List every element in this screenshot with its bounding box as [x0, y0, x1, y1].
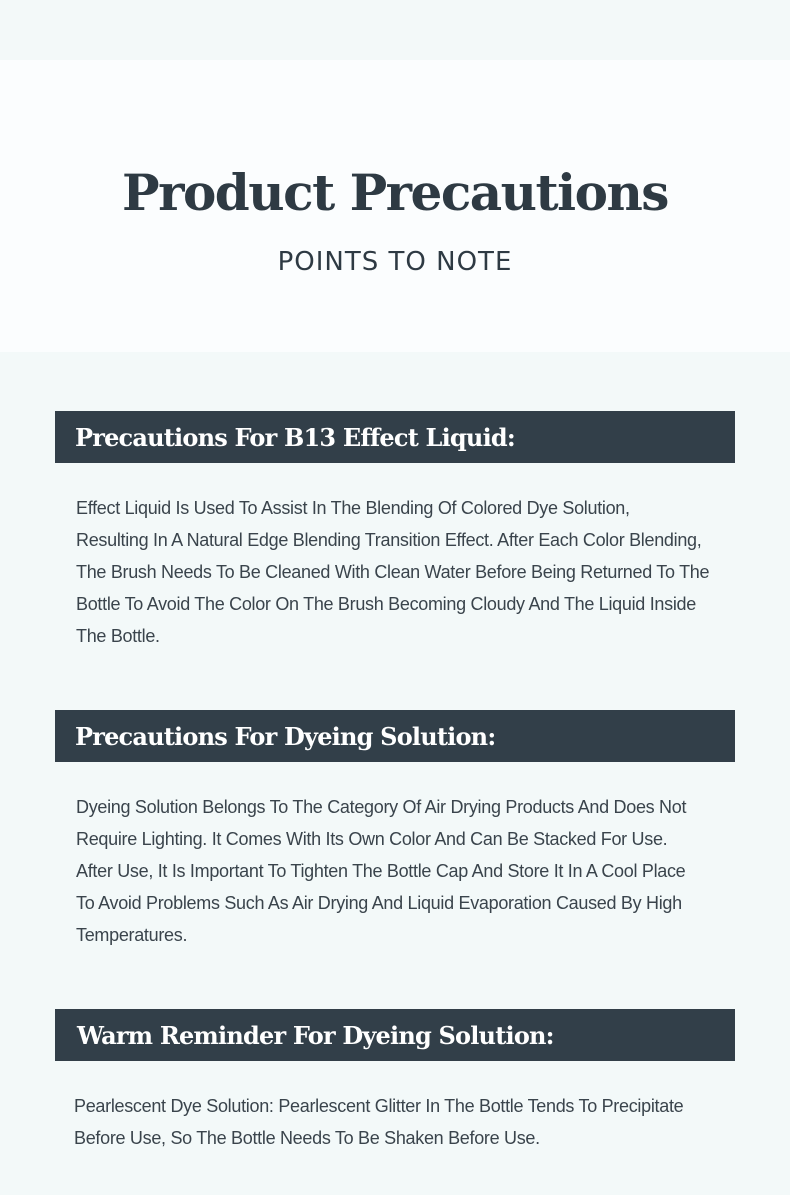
top-strip	[0, 0, 790, 60]
page-subtitle: POINTS TO NOTE	[277, 247, 513, 277]
body-line: Before Use, So The Bottle Needs To Be Shaken Before Use.	[74, 1128, 540, 1148]
warm-reminder-section	[55, 1009, 735, 1154]
body-line: Dyeing Solution Belongs To The Category Of Air Drying Products And Does Not	[76, 797, 687, 817]
section-heading: Precautions For Dyeing Solution:	[75, 721, 496, 751]
section-heading: Warm Reminder For Dyeing Solution:	[77, 1020, 554, 1050]
body-line: The Brush Needs To Be Cleaned With Clean Water Before Being Returned To The	[76, 562, 710, 582]
page-title: Product Precautions	[122, 163, 668, 222]
body-line: After Use, It Is Important To Tighten The Bottle Cap And Store It In A Cool Place	[76, 861, 686, 881]
body-line: Require Lighting. It Comes With Its Own Color And Can Be Stacked For Use.	[76, 829, 668, 849]
section-heading: Precautions For B13 Effect Liquid:	[75, 422, 515, 452]
precaution-section-dyeing-solution	[55, 710, 735, 951]
section-heading-bar	[55, 710, 735, 762]
precaution-section-effect-liquid	[55, 411, 735, 652]
body-line: Temperatures.	[76, 925, 188, 945]
body-line: To Avoid Problems Such As Air Drying And Liquid Evaporation Caused By High	[76, 893, 682, 913]
body-line: Resulting In A Natural Edge Blending Transition Effect. After Each Color Blending,	[76, 530, 702, 550]
body-line: Effect Liquid Is Used To Assist In The Blending Of Colored Dye Solution,	[76, 498, 630, 518]
section-body	[55, 492, 735, 652]
body-line: The Bottle.	[76, 626, 160, 646]
section-body	[55, 1090, 735, 1154]
body-line: Pearlescent Dye Solution: Pearlescent Glitter In The Bottle Tends To Precipitate	[74, 1096, 684, 1116]
body-line: Bottle To Avoid The Color On The Brush Becoming Cloudy And The Liquid Inside	[76, 594, 696, 614]
section-body	[55, 791, 735, 951]
section-heading-bar	[55, 411, 735, 463]
section-heading-bar	[55, 1009, 735, 1061]
